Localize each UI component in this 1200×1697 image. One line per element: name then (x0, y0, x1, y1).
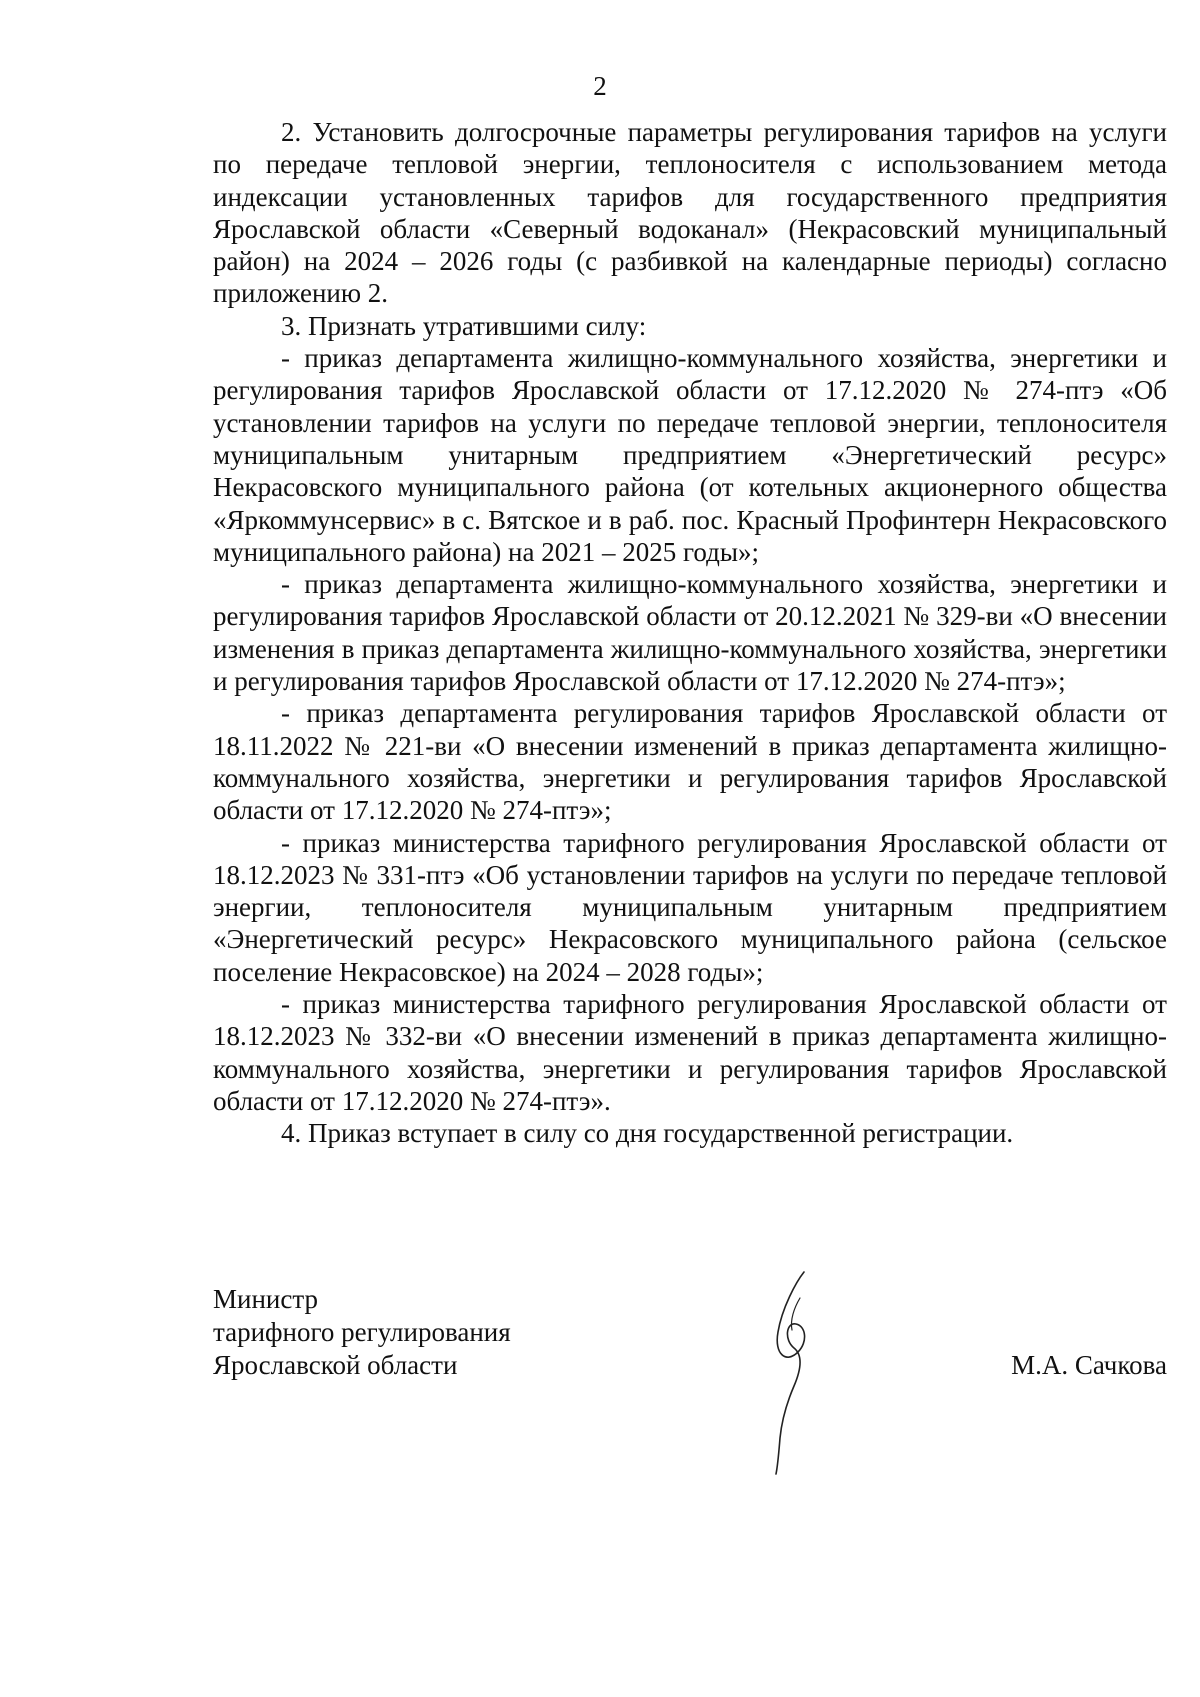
signatory-position-line: Министр (213, 1284, 318, 1314)
repealed-order-4: - приказ министерства тарифного регулирования Ярославской области от 18.12.2023 № 331-птэ «Об установлении тарифов на услуги по передаче тепловой энергии, теплоносителя муниципальным унитарным предприятием «Энергетический ресурс» Некрасовского муниципального района (сельское поселение Некрасовское) на 2024 – 2028 годы»; (213, 827, 1167, 987)
repealed-order-1: - приказ департамента жилищно-коммунального хозяйства, энергетики и регулирования тарифов Ярославской области от 17.12.2020 № 274-птэ «Об установлении тарифов на услуги по передаче тепловой энергии, теплоносителя муниципальным унитарным предприятием «Энергетический ресурс» Некрасовского муниципального района (от котельных акционерного общества «Яркоммунсервис» в с. Вятское и в раб. пос. Красный Профинтерн Некрасовского муниципального района) на 2021 – 2025 годы»; (213, 343, 1167, 567)
signatory-position-line: Ярославской области (213, 1350, 458, 1380)
handwritten-signature (770, 1268, 890, 1478)
paragraph-item-2: 2. Установить долгосрочные параметры регулирования тарифов на услуги по передаче тепловой энергии, теплоносителя с использованием метода индексации установленных тарифов для государственного предприятия Ярославской области «Северный водоканал» (Некрасовский муниципальный район) на 2024 – 2026 годы (с разбивкой на календарные периоды) согласно приложению 2. (213, 117, 1167, 309)
paragraph-item-4: 4. Приказ вступает в силу со дня государственной регистрации. (281, 1118, 1014, 1149)
repealed-order-2: - приказ департамента жилищно-коммунального хозяйства, энергетики и регулирования тарифов Ярославской области от 20.12.2021 № 329-ви «О внесении изменения в приказ департамента жилищно-коммунального хозяйства, энергетики и регулирования тарифов Ярославской области от 17.12.2020 № 274-птэ»; (213, 569, 1167, 697)
signatory-position (213, 1283, 511, 1382)
signatory-position-line: тарифного регулирования (213, 1317, 511, 1347)
repealed-order-5: - приказ министерства тарифного регулирования Ярославской области от 18.12.2023 № 332-ви «О внесении изменений в приказ департамента жилищно-коммунального хозяйства, энергетики и регулирования тарифов Ярославской области от 17.12.2020 № 274-птэ». (213, 989, 1167, 1116)
page-number: 2 (593, 71, 607, 101)
signatory-name: М.А. Сачкова (1011, 1350, 1167, 1380)
document-body (213, 116, 1167, 1150)
repealed-order-3: - приказ департамента регулирования тарифов Ярославской области от 18.11.2022 № 221-ви «О внесении изменений в приказ департамента жилищно-коммунального хозяйства, энергетики и регулирования тарифов Ярославской области от 17.12.2020 № 274-птэ»; (213, 698, 1167, 826)
paragraph-item-3: 3. Признать утратившими силу: (281, 310, 647, 341)
